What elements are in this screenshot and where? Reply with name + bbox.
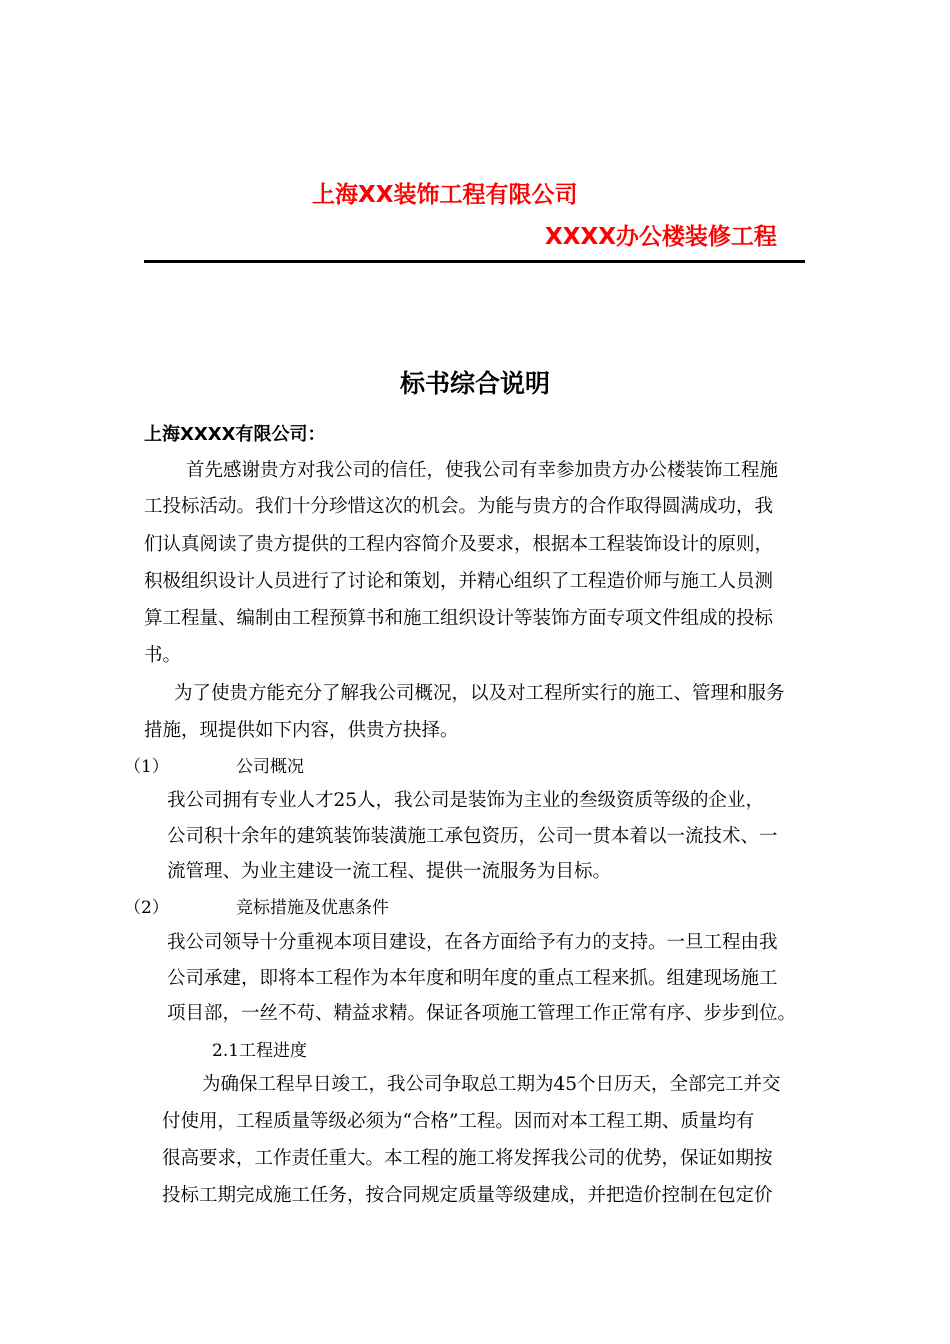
project-name: XXXX办公楼装修工程 [545, 224, 777, 250]
section2-number: （2） [124, 898, 169, 918]
section1-number: （1） [124, 757, 169, 777]
subsection-line: 付使用，工程质量等级必须为“合格”工程。因而对本工程工期、质量均有 [162, 1111, 755, 1132]
intro-line: 工投标活动。我们十分珍惜这次的机会。为能与贵方的合作取得圆满成功，我 [144, 496, 774, 517]
section2-line: 我公司领导十分重视本项目建设，在各方面给予有力的支持。一旦工程由我 [167, 932, 778, 953]
section2-line: 公司承建，即将本工程作为本年度和明年度的重点工程来抓。组建现场施工 [167, 968, 778, 989]
salutation: 上海XXXX有限公司： [144, 424, 326, 445]
subsection-line: 为确保工程早日竣工，我公司争取总工期为45个日历天，全部完工并交 [202, 1074, 781, 1095]
section1-line: 流管理、为业主建设一流工程、提供一流服务为目标。 [167, 861, 612, 882]
header-rule [144, 260, 805, 263]
intro-line: 积极组织设计人员进行了讨论和策划，并精心组织了工程造价师与施工人员测 [144, 571, 774, 592]
company-name: 上海XX装饰工程有限公司 [312, 182, 578, 208]
document-title: 标书综合说明 [399, 369, 550, 398]
intro2-line: 为了使贵方能充分了解我公司概况，以及对工程所实行的施工、管理和服务 [174, 683, 785, 704]
intro-line: 们认真阅读了贵方提供的工程内容简介及要求，根据本工程装饰设计的原则， [144, 534, 774, 555]
intro-line: 书。 [144, 645, 182, 666]
intro-line: 首先感谢贵方对我公司的信任，使我公司有幸参加贵方办公楼装饰工程施 [186, 460, 779, 481]
section1-title: 公司概况 [236, 757, 304, 777]
section2-line: 项目部，一丝不苟、精益求精。保证各项施工管理工作正常有序、步步到位。 [167, 1003, 797, 1024]
subsection-line: 很高要求，工作责任重大。本工程的施工将发挥我公司的优势，保证如期按 [162, 1148, 773, 1169]
section1-line: 我公司拥有专业人才25人，我公司是装饰为主业的叁级资质等级的企业， [167, 790, 765, 811]
section1-line: 公司积十余年的建筑装饰装潢施工承包资历，公司一贯本着以一流技术、一 [167, 826, 778, 847]
section2-title: 竞标措施及优惠条件 [236, 898, 389, 918]
intro-line: 算工程量、编制由工程预算书和施工组织设计等装饰方面专项文件组成的投标 [144, 608, 774, 629]
subsection-line: 投标工期完成施工任务，按合同规定质量等级建成，并把造价控制在包定价 [162, 1185, 773, 1206]
subsection-title: 2.1工程进度 [212, 1041, 308, 1061]
intro2-line: 措施，现提供如下内容，供贵方抉择。 [144, 720, 459, 741]
